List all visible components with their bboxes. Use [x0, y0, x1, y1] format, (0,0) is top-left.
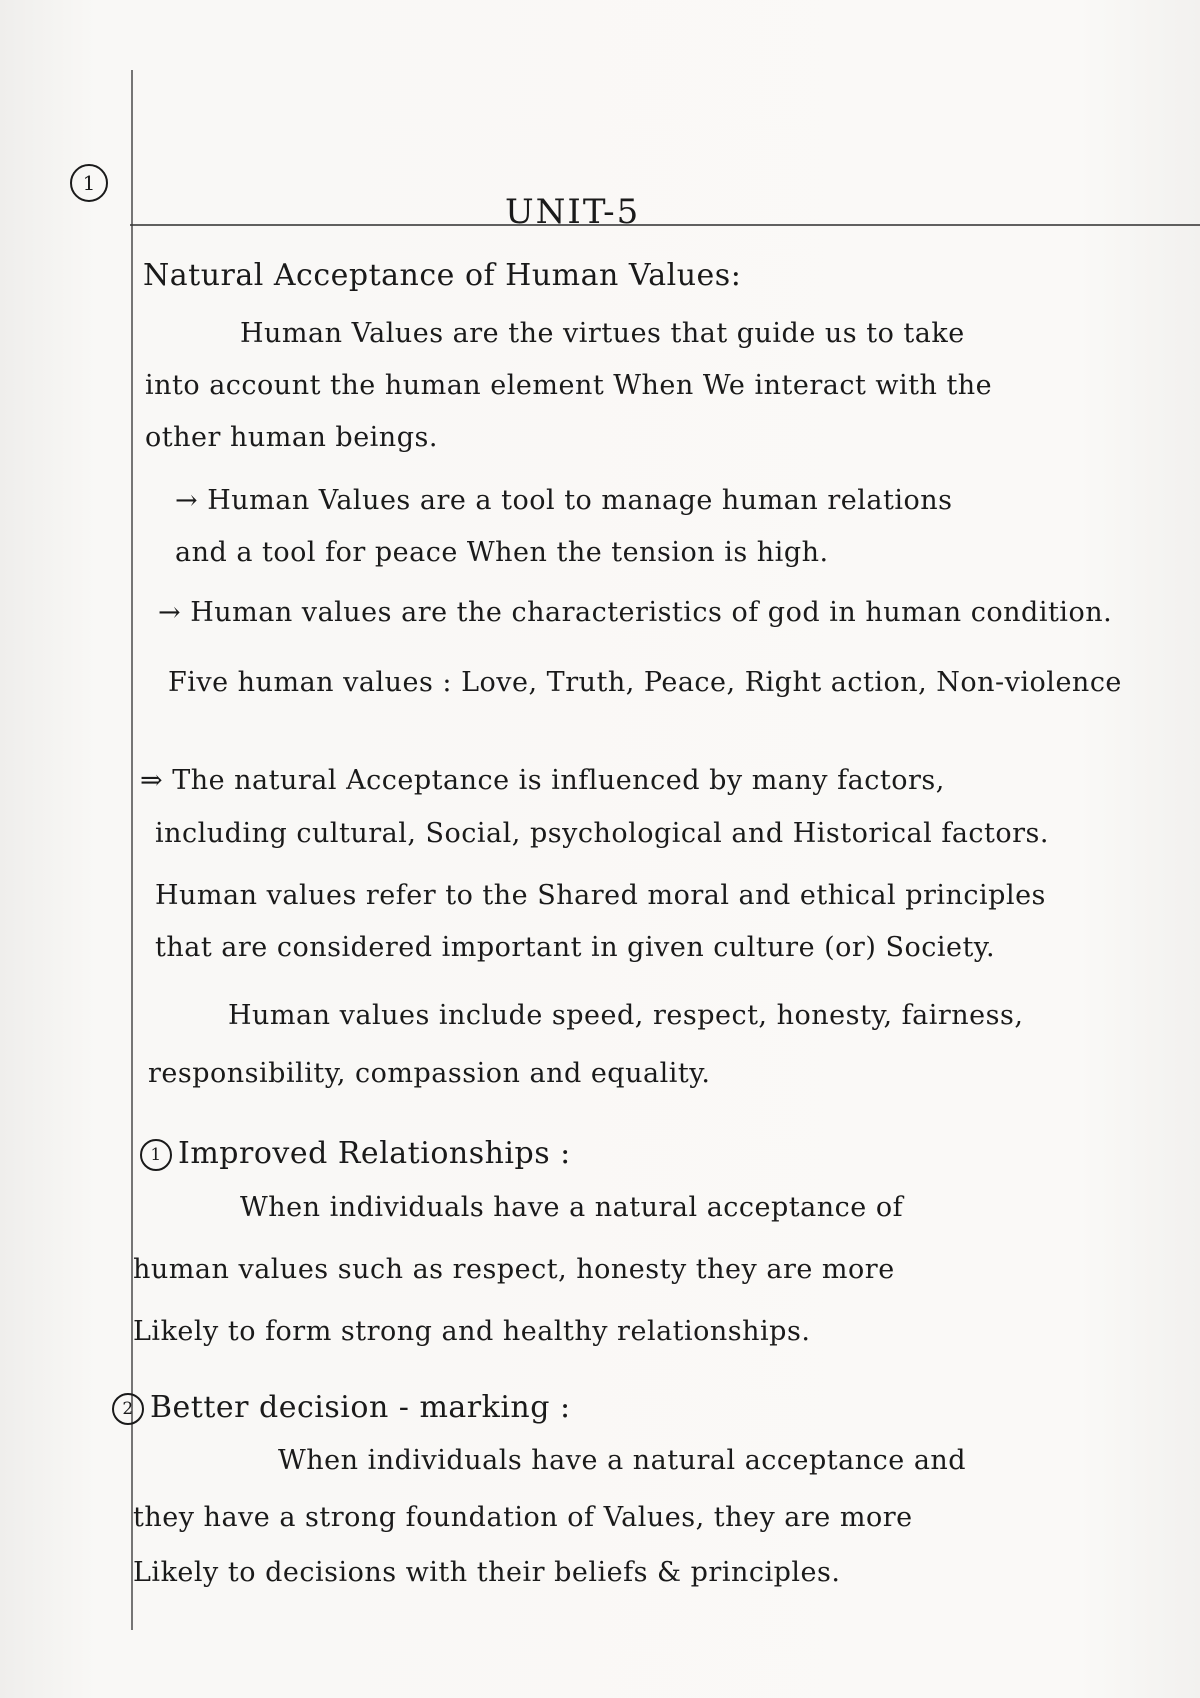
text-line: Likely to form strong and healthy relationships. — [133, 1316, 811, 1347]
text-line: they have a strong foundation of Values, they are more — [133, 1502, 913, 1533]
text-line: that are considered important in given culture (or) Society. — [155, 932, 996, 963]
section-heading: Natural Acceptance of Human Values: — [143, 258, 742, 293]
text-line: Likely to decisions with their beliefs & principles. — [133, 1557, 841, 1588]
unit-title: UNIT-5 — [505, 192, 641, 232]
text-line: ⇒ The natural Acceptance is influenced by many factors, — [140, 765, 945, 796]
text-line: Human values include speed, respect, honesty, fairness, — [228, 1000, 1024, 1031]
text-line: → Human values are the characteristics of god in human condition. — [158, 597, 1113, 628]
text-line: and a tool for peace When the tension is high. — [175, 537, 829, 568]
point-number: 1 — [140, 1139, 172, 1171]
point-heading — [140, 1136, 571, 1171]
text-line: → Human Values are a tool to manage human relations — [175, 485, 953, 516]
text-line: into account the human element When We interact with the — [145, 370, 993, 401]
text-line: Five human values : Love, Truth, Peace, Right action, Non-violence — [168, 667, 1122, 698]
text-line: responsibility, compassion and equality. — [148, 1058, 711, 1089]
point-heading — [112, 1390, 571, 1425]
text-line: Human values refer to the Shared moral and ethical principles — [155, 880, 1046, 911]
point-heading-label: Improved Relationships : — [178, 1136, 571, 1171]
text-line: human values such as respect, honesty they are more — [133, 1254, 895, 1285]
text-line: When individuals have a natural acceptance and — [278, 1445, 967, 1476]
text-line: Human Values are the virtues that guide us to take — [240, 318, 965, 349]
text-line: other human beings. — [145, 422, 438, 453]
page-number: 1 — [70, 164, 108, 202]
point-heading-label: Better decision - marking : — [150, 1390, 571, 1425]
text-line: When individuals have a natural acceptance of — [240, 1192, 904, 1223]
header-rule — [130, 224, 1200, 226]
point-number: 2 — [112, 1393, 144, 1425]
text-line: including cultural, Social, psychological and Historical factors. — [155, 818, 1049, 849]
